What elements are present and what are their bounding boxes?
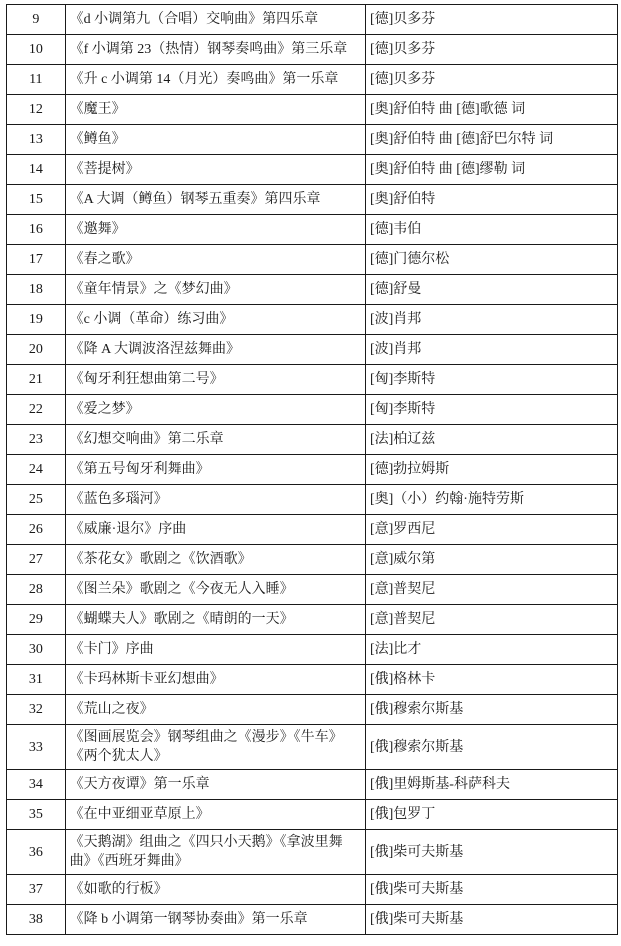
table-row	[7, 905, 618, 935]
piece-title-cell: 《升 c 小调第 14（月光）奏鸣曲》第一乐章	[65, 65, 365, 95]
composer-cell: [俄]穆索尔斯基	[365, 695, 617, 725]
piece-title-cell: 《幻想交响曲》第二乐章	[65, 425, 365, 455]
composer-cell: [德]勃拉姆斯	[365, 455, 617, 485]
composer-cell: [法]柏辽兹	[365, 425, 617, 455]
piece-title-cell: 《菩提树》	[65, 155, 365, 185]
composer-cell: [意]普契尼	[365, 605, 617, 635]
row-number-cell: 36	[7, 830, 66, 875]
composer-cell: [波]肖邦	[365, 335, 617, 365]
table-row	[7, 545, 618, 575]
piece-title-cell: 《图画展览会》钢琴组曲之《漫步》《牛车》《两个犹太人》	[65, 725, 365, 770]
composer-cell: [俄]柴可夫斯基	[365, 830, 617, 875]
piece-title-cell: 《如歌的行板》	[65, 875, 365, 905]
row-number-cell: 16	[7, 215, 66, 245]
row-number-cell: 12	[7, 95, 66, 125]
piece-title-cell: 《童年情景》之《梦幻曲》	[65, 275, 365, 305]
row-number-cell: 31	[7, 665, 66, 695]
composer-cell: [德]门德尔松	[365, 245, 617, 275]
row-number-cell: 10	[7, 35, 66, 65]
table-row	[7, 575, 618, 605]
row-number-cell: 38	[7, 905, 66, 935]
composer-cell: [俄]穆索尔斯基	[365, 725, 617, 770]
composer-cell: [德]贝多芬	[365, 5, 617, 35]
table-row	[7, 485, 618, 515]
composer-cell: [俄]柴可夫斯基	[365, 875, 617, 905]
piece-title-cell: 《魔王》	[65, 95, 365, 125]
composer-cell: [意]普契尼	[365, 575, 617, 605]
table-row	[7, 395, 618, 425]
piece-title-cell: 《A 大调（鳟鱼）钢琴五重奏》第四乐章	[65, 185, 365, 215]
row-number-cell: 17	[7, 245, 66, 275]
piece-title-cell: 《图兰朵》歌剧之《今夜无人入睡》	[65, 575, 365, 605]
row-number-cell: 33	[7, 725, 66, 770]
table-row	[7, 335, 618, 365]
row-number-cell: 20	[7, 335, 66, 365]
composer-cell: [意]罗西尼	[365, 515, 617, 545]
composer-cell: [奥]舒伯特 曲 [德]缪勒 词	[365, 155, 617, 185]
row-number-cell: 9	[7, 5, 66, 35]
table-row	[7, 5, 618, 35]
piece-title-cell: 《威廉·退尔》序曲	[65, 515, 365, 545]
table-body	[7, 5, 618, 935]
piece-title-cell: 《匈牙利狂想曲第二号》	[65, 365, 365, 395]
composer-cell: [奥]舒伯特 曲 [德]歌德 词	[365, 95, 617, 125]
composer-cell: [俄]包罗丁	[365, 800, 617, 830]
table-row	[7, 95, 618, 125]
table-row	[7, 515, 618, 545]
composer-cell: [奥]（小）约翰·施特劳斯	[365, 485, 617, 515]
composer-cell: [法]比才	[365, 635, 617, 665]
composer-cell: [波]肖邦	[365, 305, 617, 335]
row-number-cell: 29	[7, 605, 66, 635]
composer-cell: [德]舒曼	[365, 275, 617, 305]
table-row	[7, 125, 618, 155]
row-number-cell: 26	[7, 515, 66, 545]
row-number-cell: 22	[7, 395, 66, 425]
music-repertoire-table	[6, 4, 618, 935]
composer-cell: [俄]柴可夫斯基	[365, 905, 617, 935]
row-number-cell: 32	[7, 695, 66, 725]
piece-title-cell: 《爱之梦》	[65, 395, 365, 425]
composer-cell: [德]韦伯	[365, 215, 617, 245]
row-number-cell: 24	[7, 455, 66, 485]
table-row	[7, 770, 618, 800]
piece-title-cell: 《蓝色多瑙河》	[65, 485, 365, 515]
composer-cell: [德]贝多芬	[365, 65, 617, 95]
row-number-cell: 14	[7, 155, 66, 185]
composer-cell: [德]贝多芬	[365, 35, 617, 65]
table-row	[7, 800, 618, 830]
table-row	[7, 605, 618, 635]
piece-title-cell: 《降 b 小调第一钢琴协奏曲》第一乐章	[65, 905, 365, 935]
table-row	[7, 65, 618, 95]
table-row	[7, 365, 618, 395]
row-number-cell: 27	[7, 545, 66, 575]
row-number-cell: 37	[7, 875, 66, 905]
piece-title-cell: 《第五号匈牙利舞曲》	[65, 455, 365, 485]
table-row	[7, 830, 618, 875]
row-number-cell: 35	[7, 800, 66, 830]
piece-title-cell: 《d 小调第九（合唱）交响曲》第四乐章	[65, 5, 365, 35]
piece-title-cell: 《卡门》序曲	[65, 635, 365, 665]
row-number-cell: 25	[7, 485, 66, 515]
table-row	[7, 275, 618, 305]
piece-title-cell: 《c 小调（革命）练习曲》	[65, 305, 365, 335]
composer-cell: [匈]李斯特	[365, 365, 617, 395]
table-row	[7, 875, 618, 905]
composer-cell: [奥]舒伯特	[365, 185, 617, 215]
table-row	[7, 665, 618, 695]
row-number-cell: 34	[7, 770, 66, 800]
table-row	[7, 725, 618, 770]
row-number-cell: 23	[7, 425, 66, 455]
row-number-cell: 28	[7, 575, 66, 605]
table-row	[7, 35, 618, 65]
piece-title-cell: 《荒山之夜》	[65, 695, 365, 725]
piece-title-cell: 《卡玛林斯卡亚幻想曲》	[65, 665, 365, 695]
composer-cell: [俄]格林卡	[365, 665, 617, 695]
row-number-cell: 11	[7, 65, 66, 95]
table-row	[7, 635, 618, 665]
row-number-cell: 30	[7, 635, 66, 665]
piece-title-cell: 《蝴蝶夫人》歌剧之《晴朗的一天》	[65, 605, 365, 635]
piece-title-cell: 《天方夜谭》第一乐章	[65, 770, 365, 800]
piece-title-cell: 《鳟鱼》	[65, 125, 365, 155]
piece-title-cell: 《在中亚细亚草原上》	[65, 800, 365, 830]
piece-title-cell: 《春之歌》	[65, 245, 365, 275]
composer-cell: [匈]李斯特	[365, 395, 617, 425]
row-number-cell: 19	[7, 305, 66, 335]
table-row	[7, 185, 618, 215]
piece-title-cell: 《f 小调第 23（热情）钢琴奏鸣曲》第三乐章	[65, 35, 365, 65]
piece-title-cell: 《茶花女》歌剧之《饮酒歌》	[65, 545, 365, 575]
row-number-cell: 15	[7, 185, 66, 215]
row-number-cell: 18	[7, 275, 66, 305]
composer-cell: [奥]舒伯特 曲 [德]舒巴尔特 词	[365, 125, 617, 155]
table-row	[7, 455, 618, 485]
table-row	[7, 695, 618, 725]
table-row	[7, 305, 618, 335]
composer-cell: [意]威尔第	[365, 545, 617, 575]
piece-title-cell: 《邀舞》	[65, 215, 365, 245]
table-row	[7, 425, 618, 455]
table-row	[7, 155, 618, 185]
row-number-cell: 13	[7, 125, 66, 155]
piece-title-cell: 《降 A 大调波洛涅兹舞曲》	[65, 335, 365, 365]
table-row	[7, 215, 618, 245]
composer-cell: [俄]里姆斯基-科萨科夫	[365, 770, 617, 800]
row-number-cell: 21	[7, 365, 66, 395]
table-row	[7, 245, 618, 275]
piece-title-cell: 《天鹅湖》组曲之《四只小天鹅》《拿波里舞曲》《西班牙舞曲》	[65, 830, 365, 875]
